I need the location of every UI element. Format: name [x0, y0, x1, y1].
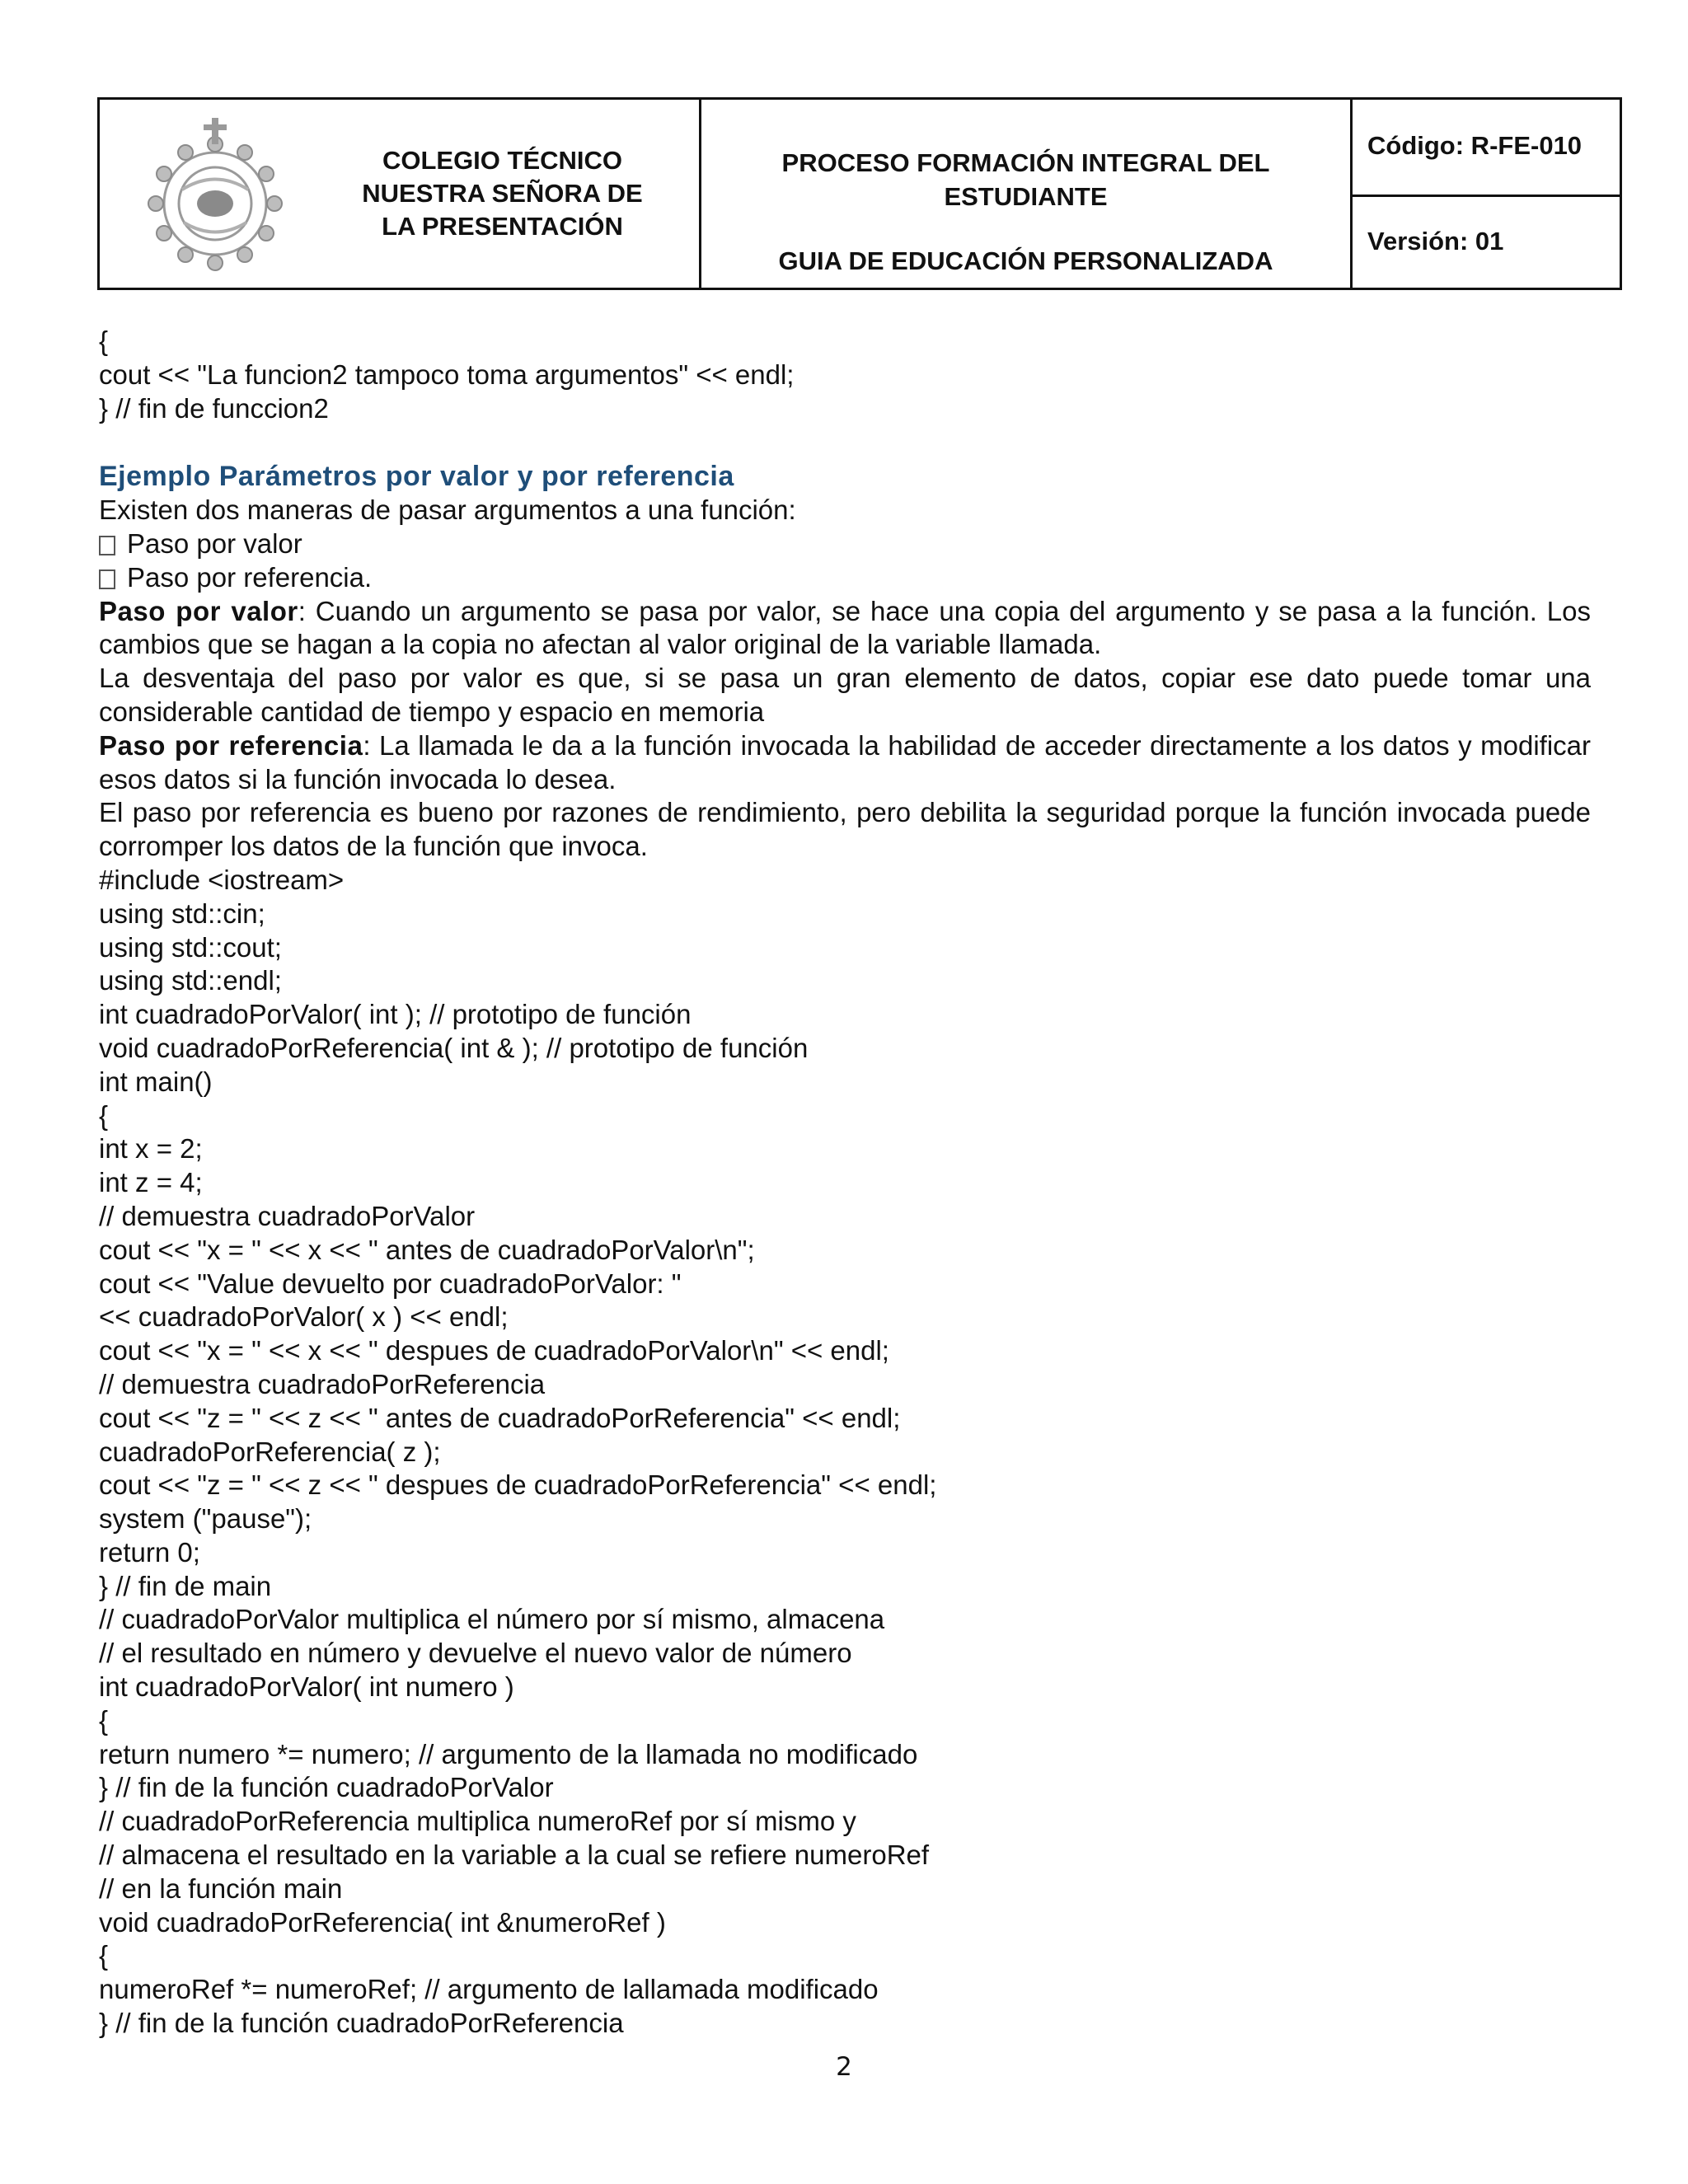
process-cell	[701, 100, 1353, 288]
code-line: {	[99, 1940, 109, 1971]
code-line: system ("pause");	[99, 1503, 312, 1535]
code-line: int z = 4;	[99, 1167, 203, 1198]
bullet-item	[99, 561, 1591, 595]
code-line: {	[99, 326, 109, 356]
code-line: int cuadradoPorValor( int numero )	[99, 1671, 514, 1703]
code-line: // demuestra cuadradoPorReferencia	[99, 1368, 546, 1399]
bullet-box-icon	[99, 569, 115, 589]
code-line: } // fin de main	[99, 1570, 272, 1601]
paso-referencia-label: Paso por referencia	[99, 729, 363, 761]
code-line: cout << "z = " << z << " antes de cuadradoPorReferencia" << endl;	[99, 1402, 901, 1433]
code-line: int main()	[99, 1066, 213, 1097]
code-line: cout << "z = " << z << " despues de cuadradoPorReferencia" << endl;	[99, 1469, 937, 1501]
school-name-line-3: LA PRESENTACIÓN	[382, 212, 623, 241]
rendimiento-paragraph: El paso por referencia es bueno por razones de rendimiento, pero debilita la seguridad porque la función invocada puede corromper los datos de la función que invoca.	[99, 797, 1591, 862]
code-line: // en la función main	[99, 1872, 343, 1904]
paso-valor-text: : Cuando un argumento se pasa por valor, se hace una copia del argumento y se pasa a la función. Los cambios que se hagan a la copia no afectan al valor original de la variable llamada.	[99, 595, 1591, 660]
code-line: cout << "Value devuelto por cuadradoPorValor: "	[99, 1268, 682, 1299]
paso-valor-paragraph	[99, 595, 1591, 663]
school-cell	[100, 100, 701, 288]
code-line: } // fin de funccion2	[99, 392, 329, 424]
paso-valor-label: Paso por valor	[99, 595, 298, 626]
page-content	[99, 325, 1591, 2041]
code-line: {	[99, 1704, 109, 1736]
code-line: #include <iostream>	[99, 864, 345, 895]
code-line: // cuadradoPorReferencia multiplica numeroRef por sí mismo y	[99, 1806, 856, 1837]
code-line: // el resultado en número y devuelve el nuevo valor de número	[99, 1638, 852, 1669]
code-line: numeroRef *= numeroRef; // argumento de lallamada modificado	[99, 1974, 879, 2005]
code-line: cout << "La funcion2 tampoco toma argumentos" << endl;	[99, 359, 795, 390]
code-line: << cuadradoPorValor( x ) << endl;	[99, 1301, 509, 1333]
school-name	[306, 144, 699, 243]
code-line: int cuadradoPorValor( int ); // prototipo de función	[99, 999, 692, 1030]
bullet-text: Paso por referencia.	[127, 561, 373, 593]
document-header	[97, 97, 1622, 290]
guide-title: GUIA DE EDUCACIÓN PERSONALIZADA	[778, 246, 1273, 275]
desventaja-paragraph: La desventaja del paso por valor es que, si se pasa un gran elemento de datos, copiar ese dato puede tomar una considerable cantidad de tiempo y espacio en memoria	[99, 663, 1591, 727]
bullet-item	[99, 527, 1591, 561]
paso-referencia-paragraph	[99, 729, 1591, 797]
document-code: Código: R-FE-010	[1353, 100, 1620, 197]
paso-referencia-text: : La llamada le da a la función invocada la habilidad de acceder directamente a los datos y modificar esos datos si la función invocada lo desea.	[99, 729, 1592, 794]
section-title: Ejemplo Parámetros por valor y por referencia	[99, 461, 734, 493]
code-line: {	[99, 1099, 109, 1131]
process-line-1: PROCESO FORMACIÓN INTEGRAL DEL	[781, 148, 1270, 177]
code-line: // demuestra cuadradoPorValor	[99, 1200, 476, 1231]
bullet-text: Paso por valor	[127, 527, 302, 559]
code-line: } // fin de la función cuadradoPorReferencia	[99, 2008, 624, 2039]
page-number: 2	[836, 2052, 852, 2082]
code-line: using std::endl;	[99, 965, 282, 996]
code-line: cout << "x = " << x << " despues de cuadradoPorValor\n" << endl;	[99, 1335, 889, 1366]
code-line: } // fin de la función cuadradoPorValor	[99, 1772, 554, 1803]
code-line: cuadradoPorReferencia( z );	[99, 1436, 441, 1467]
code-line: using std::cout;	[99, 931, 282, 963]
code-line: void cuadradoPorReferencia( int &numeroRef )	[99, 1906, 666, 1938]
code-cell	[1353, 100, 1620, 288]
process-line-2: ESTUDIANTE	[944, 182, 1108, 211]
code-line: cout << "x = " << x << " antes de cuadradoPorValor\n";	[99, 1234, 755, 1265]
code-line: int x = 2;	[99, 1133, 203, 1165]
school-name-line-1: COLEGIO TÉCNICO	[382, 146, 623, 175]
code-line: void cuadradoPorReferencia( int & ); // prototipo de función	[99, 1032, 809, 1063]
school-seal-icon	[133, 111, 298, 276]
code-line: return 0;	[99, 1536, 200, 1568]
code-line: return numero *= numero; // argumento de la llamada no modificado	[99, 1738, 918, 1769]
process-title	[701, 146, 1350, 213]
code-block	[99, 864, 1591, 2041]
code-line: using std::cin;	[99, 898, 265, 929]
code-line: // almacena el resultado en la variable a la cual se refiere numeroRef	[99, 1840, 930, 1871]
school-name-line-2: NUESTRA SEÑORA DE	[362, 179, 643, 208]
document-version: Versión: 01	[1367, 227, 1504, 255]
bullet-box-icon	[99, 536, 115, 555]
intro-text: Existen dos maneras de pasar argumentos a una función:	[99, 494, 796, 526]
code-line: // cuadradoPorValor multiplica el número por sí mismo, almacena	[99, 1604, 885, 1635]
